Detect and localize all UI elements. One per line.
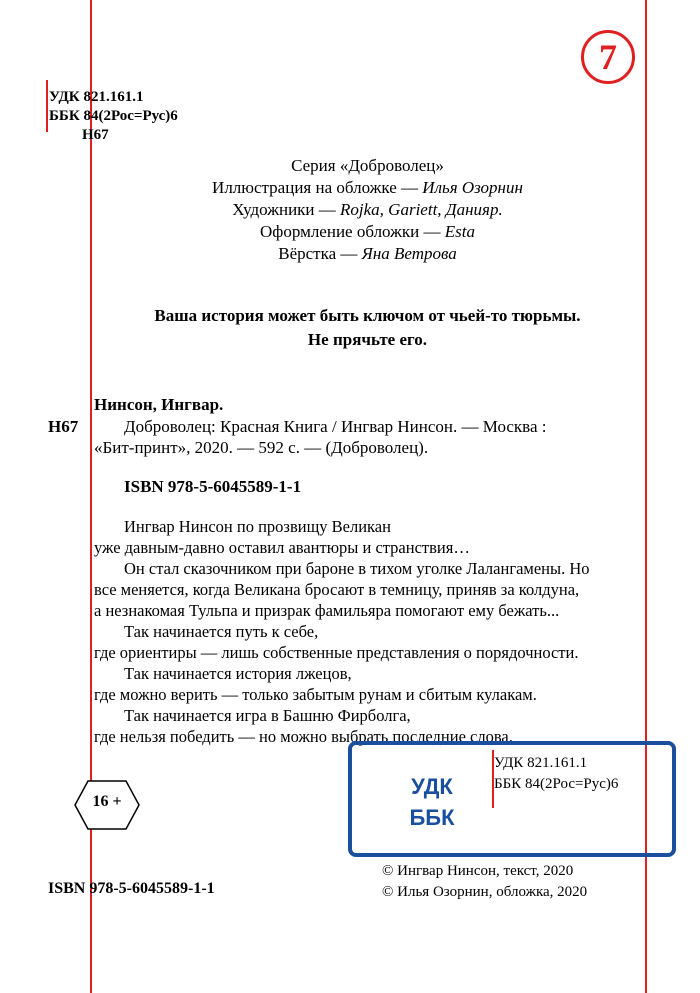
udk-label: УДК <box>411 774 453 799</box>
annotation <box>94 516 590 747</box>
udk-value: УДК 821.161.1 <box>494 755 588 771</box>
cover-illustration-line: Иллюстрация на обложке — Илья Озорнин <box>212 178 523 197</box>
copyright-line-1: © Ингвар Нинсон, текст, 2020 <box>382 863 574 879</box>
annotation-line: Он стал сказочником при бароне в тихом уголке Лалангамены. Но <box>124 559 590 578</box>
udk-bbk-labels <box>394 771 470 833</box>
slogan <box>90 304 645 352</box>
annotation-line: где можно верить — только забытым рунам и сбитым кулакам. <box>94 685 537 704</box>
record-margin-mark: Н67 <box>48 417 79 436</box>
copyright <box>382 861 587 903</box>
udk-left-guide <box>46 80 48 132</box>
annotation-line: где ориентиры — лишь собственные представления о порядочности. <box>94 643 579 662</box>
bbk-value: ББК 84(2Рос=Рус)6 <box>494 776 619 792</box>
page-number-badge: 7 <box>581 30 635 84</box>
annotation-line: Ингвар Нинсон по прозвищу Великан <box>124 517 391 536</box>
record-line-1: Доброволец: Красная Книга / Ингвар Нинсон. — Москва : <box>124 417 547 436</box>
cover-design-line: Оформление обложки — Esta <box>260 222 475 241</box>
annotation-line: Так начинается путь к себе, <box>124 622 319 641</box>
author-mark: Н67 <box>82 127 109 143</box>
bbk-code: ББК 84(2Рос=Рус)6 <box>49 108 178 124</box>
udk-bbk-box <box>348 741 676 857</box>
top-codes <box>49 88 178 145</box>
annotation-line: уже давным-давно оставил авантюры и странствия… <box>94 538 470 557</box>
annotation-line: где нельзя победить — но можно выбрать последние слова. <box>94 727 513 746</box>
udk-code: УДК 821.161.1 <box>49 89 144 105</box>
annotation-line: а незнакомая Тульпа и призрак фамильяра помогают ему бежать... <box>94 601 560 620</box>
left-margin-guide <box>90 0 92 993</box>
annotation-line: Так начинается игра в Башню Фирболга, <box>124 706 411 725</box>
credits-block <box>90 155 645 265</box>
layout-line: Вёрстка — Яна Ветрова <box>278 244 457 263</box>
record-line-2: «Бит-принт», 2020. — 592 с. — (Доброволец). <box>94 438 429 457</box>
slogan-line-1: Ваша история может быть ключом от чьей-то тюрьмы. <box>154 306 581 325</box>
annotation-line: Так начинается история лжецов, <box>124 664 352 683</box>
annotation-line: все меняется, когда Великана бросают в темницу, приняв за колдуна, <box>94 580 580 599</box>
record-isbn: ISBN 978-5-6045589-1-1 <box>124 477 302 496</box>
copyright-line-2: © Илья Озорнин, обложка, 2020 <box>382 884 588 900</box>
record-heading: Нинсон, Ингвар. <box>94 395 224 414</box>
slogan-line-2: Не прячьте его. <box>307 330 428 349</box>
age-rating-label: 16 + <box>92 793 122 810</box>
bbk-label: ББК <box>409 805 455 830</box>
udk-bbk-values <box>494 753 618 795</box>
series-line: Серия «Доброволец» <box>291 156 444 175</box>
bottom-isbn: ISBN 978-5-6045589-1-1 <box>48 880 215 897</box>
artists-line: Художники — Rojka, Gariett, Данияр. <box>232 200 503 219</box>
